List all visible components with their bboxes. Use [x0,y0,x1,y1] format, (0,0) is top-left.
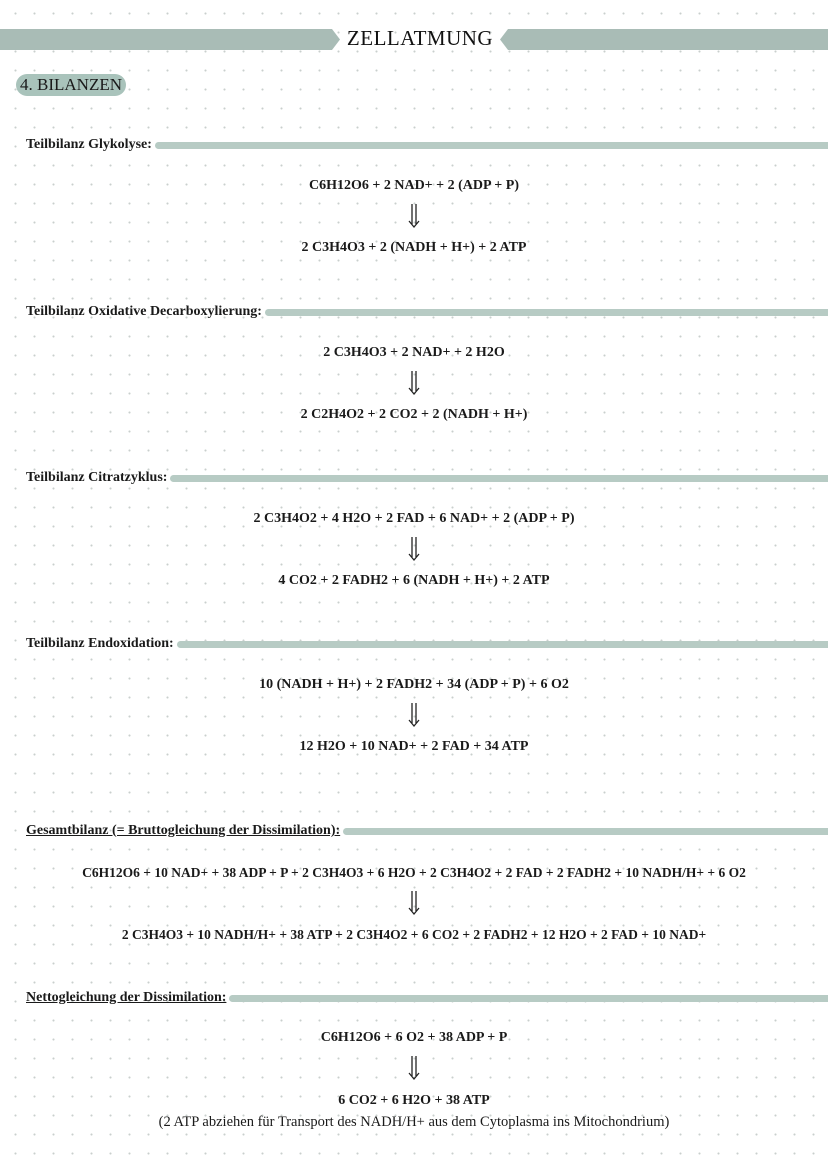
heading-endoxidation [26,634,828,654]
heading-oxidative-decarboxylierung [26,302,828,322]
equation-note: (2 ATP abziehen für Transport des NADH/H+ aus dem Cytoplasma ins Mitochondrium) [158,1114,670,1130]
heading-rule [170,475,828,482]
reaction-arrow-icon [404,890,424,916]
equation-rhs-citratzyklus: 4 CO2 + 2 FADH2 + 6 (NADH + H+) + 2 ATP [278,573,550,588]
heading-label: Teilbilanz Endoxidation: [26,636,174,651]
title-bar-left-stripe [0,29,340,50]
equation-rhs-nettogleichung: 6 CO2 + 6 H2O + 38 ATP [338,1093,490,1108]
equation-rhs-endoxidation: 12 H2O + 10 NAD+ + 2 FAD + 34 ATP [299,739,529,754]
reaction-arrow-icon [404,702,424,728]
equation-lhs-gesamtbilanz: C6H12O6 + 10 NAD+ + 38 ADP + P + 2 C3H4O3 + 6 H2O + 2 C3H4O2 + 2 FAD + 2 FADH2 + 10 NADH/H+ + 6 O2 [82,865,746,880]
heading-rule [265,309,828,316]
equation-lhs-glykolyse: C6H12O6 + 2 NAD+ + 2 (ADP + P) [308,178,519,193]
title-bar [0,26,828,50]
heading-rule [229,995,828,1002]
equation-lhs-decarboxylierung: 2 C3H4O3 + 2 NAD+ + 2 H2O [323,345,505,360]
equation-rhs-decarboxylierung: 2 C2H4O2 + 2 CO2 + 2 (NADH + H+) [300,407,528,422]
section-label: 4. BILANZEN [16,74,126,96]
equation-rhs-glykolyse: 2 C3H4O3 + 2 (NADH + H+) + 2 ATP [301,240,527,255]
heading-rule [177,641,828,648]
heading-label: Gesamtbilanz (= Bruttogleichung der Dissimilation): [26,823,341,838]
reaction-arrow-icon [404,203,424,229]
heading-citratzyklus [26,468,828,488]
page-title: ZELLATMUNG [346,26,494,50]
equation-lhs-nettogleichung: C6H12O6 + 6 O2 + 38 ADP + P [320,1030,508,1045]
reaction-arrow-icon [404,370,424,396]
heading-label: Teilbilanz Glykolyse: [26,137,152,152]
heading-gesamtbilanz [26,821,828,841]
reaction-arrow-icon [404,536,424,562]
heading-glykolyse [26,135,828,155]
reaction-arrow-icon [404,1055,424,1081]
heading-nettogleichung [26,988,828,1008]
equation-rhs-gesamtbilanz: 2 C3H4O3 + 10 NADH/H+ + 38 ATP + 2 C3H4O2 + 6 CO2 + 2 FADH2 + 12 H2O + 2 FAD + 10 NAD+ [121,927,707,942]
title-bar-right-stripe [500,29,828,50]
equation-lhs-citratzyklus: 2 C3H4O2 + 4 H2O + 2 FAD + 6 NAD+ + 2 (ADP + P) [253,511,575,526]
heading-rule [343,828,828,835]
heading-label: Teilbilanz Citratzyklus: [26,470,168,485]
heading-label: Teilbilanz Oxidative Decarboxylierung: [26,304,262,319]
equation-lhs-endoxidation: 10 (NADH + H+) + 2 FADH2 + 34 (ADP + P) + 6 O2 [259,677,569,692]
heading-label: Nettogleichung der Dissimilation: [26,990,227,1005]
heading-rule [155,142,828,149]
